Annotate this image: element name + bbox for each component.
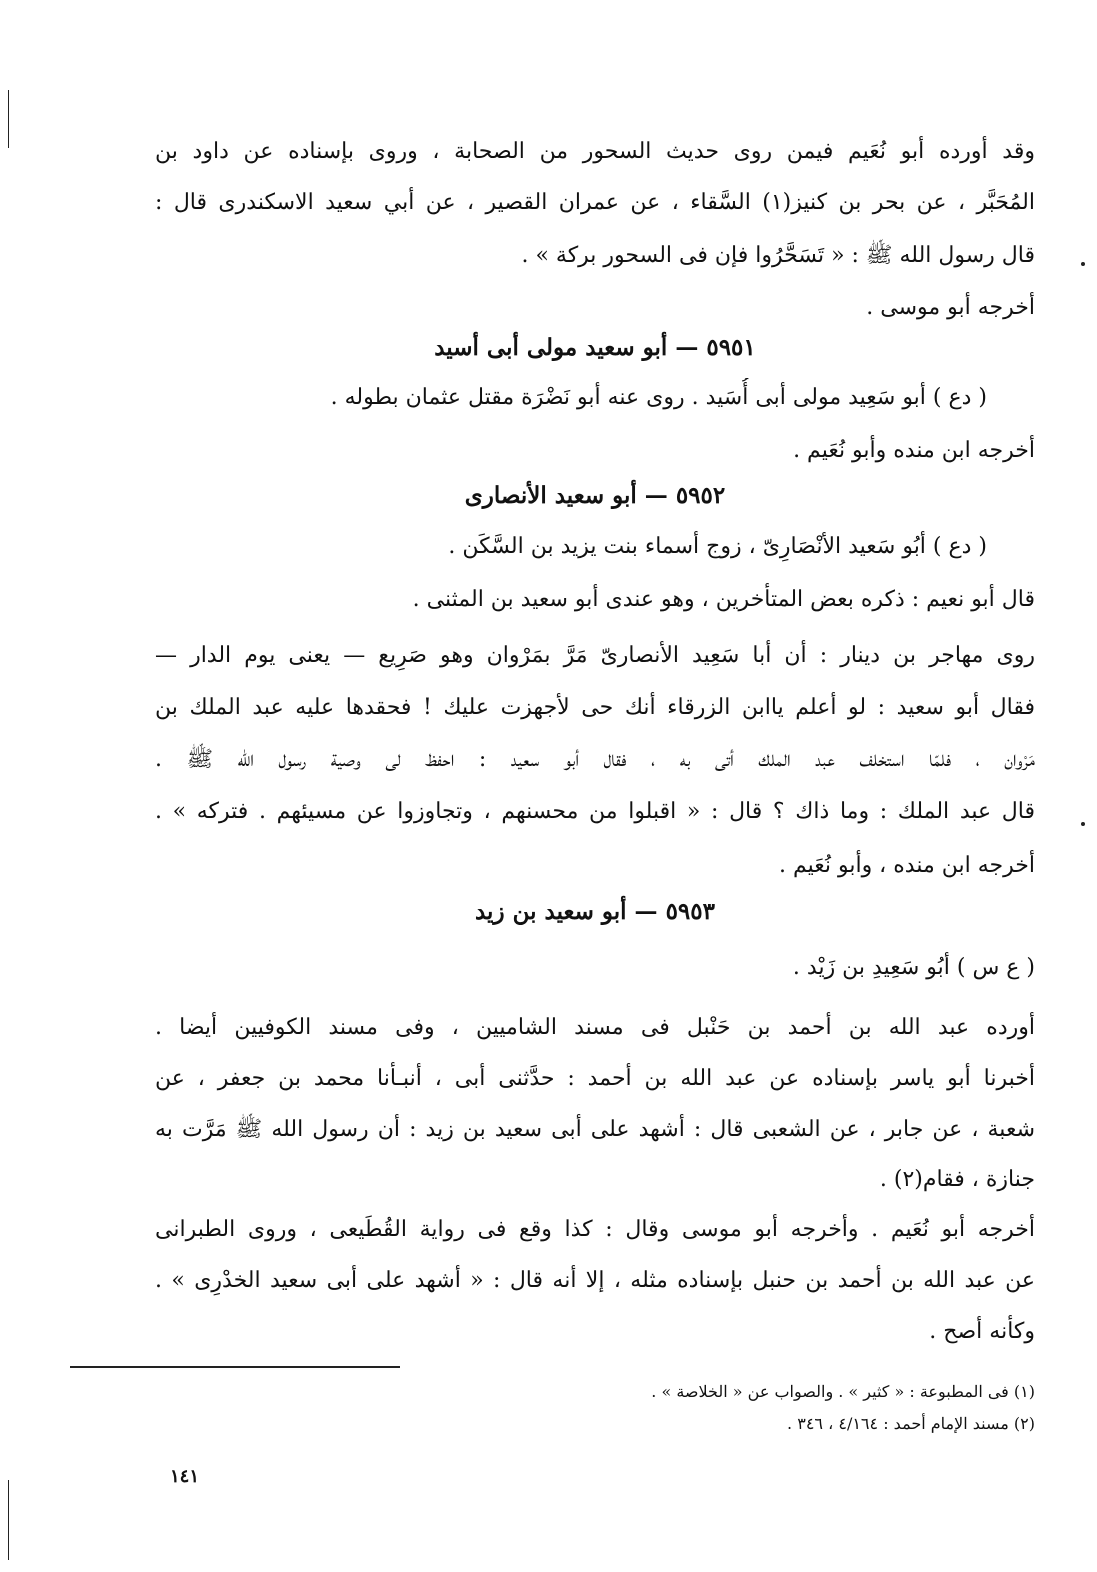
margin-mark	[1081, 262, 1085, 266]
footnote: (١) فى المطبوعة : « كثير » . والصواب عن « الخلاصة » .	[651, 1382, 1035, 1401]
text-line: شعبة ، عن جابر ، عن الشعبى قال : أشهد على أبى سعيد بن زيد : أن رسول الله ﷺ مَرَّت به	[155, 1117, 1035, 1142]
footnote-rule	[70, 1366, 400, 1368]
scan-edge-line-top	[8, 90, 9, 148]
text-line: أخرجه أبو نُعَيم . وأخرجه أبو موسى وقال : كذا وقع فى رواية القُطَيعى ، وروى الطبرانى	[155, 1217, 1035, 1242]
text-line: ( ع س ) أبُو سَعِيدِ بن زَيْد .	[792, 955, 1035, 980]
page-number: ١٤١	[170, 1466, 200, 1487]
text-line: وكأنه أصح .	[929, 1319, 1035, 1344]
scan-edge-line-bottom	[8, 1480, 9, 1560]
footnote: (٢) مسند الإمام أحمد : ٤/١٦٤ ، ٣٤٦ .	[787, 1414, 1035, 1433]
entry-heading: ٥٩٥٣ — أبو سعيد بن زيد	[474, 898, 715, 925]
text-line: فقال أبو سعيد : لو أعلم ياابن الزرقاء أنك حى لأجهزت عليك ! فحقدها عليه عبد الملك بن	[155, 695, 1035, 720]
text-line: ( دع ) أبو سَعِيد مولى أبى أُسَيد . روى عنه أبو نَضْرَة مقتل عثمان بطوله .	[330, 385, 987, 410]
text-line: أخرجه أبو موسى .	[866, 295, 1035, 320]
text-line: أخبرنا أبو ياسر بإسناده عن عبد الله بن أحمد : حدَّثنى أبى ، أنبـأنا محمد بن جعفر ، عن	[155, 1066, 1035, 1091]
margin-mark	[1081, 822, 1085, 826]
text-line: أخرجه ابن منده ، وأبو نُعَيم .	[778, 853, 1035, 878]
text-line: روى مهاجر بن دينار : أن أبا سَعِيد الأنصارىّ مَرَّ بمَرْوان وهو صَرِيع — يعنى يوم الدار —	[155, 643, 1035, 668]
text-line: قال عبد الملك : وما ذاك ؟ قال : « اقبلوا من محسنهم ، وتجاوزوا عن مسيئهم . فتركه » .	[155, 799, 1035, 824]
text-line: أورده عبد الله بن أحمد بن حَنْبل فى مسند الشاميين ، وفى مسند الكوفيين أيضا .	[155, 1015, 1035, 1040]
text-line: قال رسول الله ﷺ : « تَسَحَّرُوا فإن فى السحور بركة » .	[521, 243, 1035, 268]
text-line: قال أبو نعيم : ذكره بعض المتأخرين ، وهو عندى أبو سعيد بن المثنى .	[412, 587, 1035, 612]
text-line: وقد أورده أبو نُعَيم فيمن روى حديث السحور من الصحابة ، وروى بإسناده عن داود بن	[155, 139, 1035, 164]
text-line: عن عبد الله بن أحمد بن حنبل بإسناده مثله ، إلا أنه قال : « أشهد على أبى سعيد الخدْرِى » .	[155, 1268, 1035, 1293]
entry-heading: ٥٩٥٢ — أبو سعيد الأنصارى	[464, 482, 726, 509]
text-line: ( دع ) أبُو سَعيد الأنْصَارِىّ ، زوج أسماء بنت يزيد بن السَّكَن .	[448, 534, 987, 559]
text-line: المُحَبَّر ، عن بحر بن كنيز(١) السَّقاء ، عن عمران القصير ، عن أبي سعيد الاسكندرى قال :	[155, 190, 1035, 215]
text-line: جنازة ، فقام(٢) .	[879, 1167, 1035, 1192]
text-line: مَرْوان ، فلمّا استخلف عبد الملك أتى به ، فقال أبو سعيد : احفظ لى وصية رسول الله ﷺ .	[155, 747, 1035, 772]
text-line: أخرجه ابن منده وأبو نُعَيم .	[793, 438, 1035, 463]
entry-heading: ٥٩٥١ — أبو سعيد مولى أبى أسيد	[434, 334, 756, 361]
